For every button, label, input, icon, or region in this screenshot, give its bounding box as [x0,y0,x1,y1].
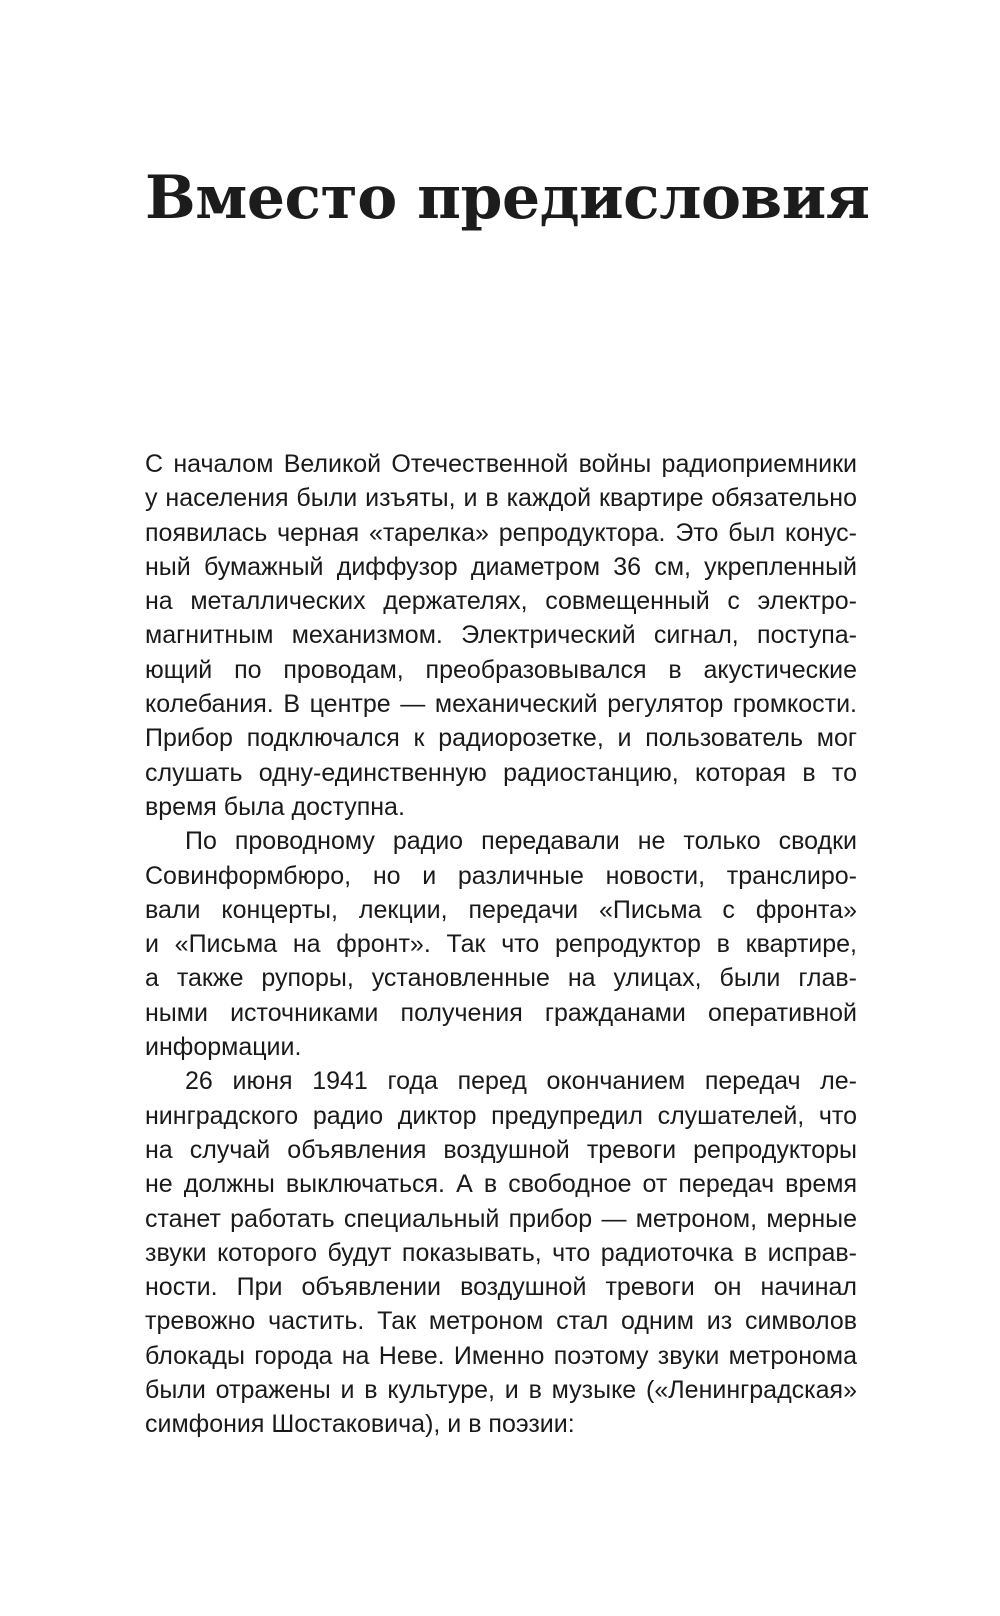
text-line: ными источниками получения гражданами оперативной [145,998,857,1027]
paragraph [145,1064,857,1441]
text-line: С началом Великой Отечественной войны радиоприемники [145,450,857,478]
text-line: Прибор подключался к радиорозетке, и пользователь мог [145,724,857,753]
text-line: звуки которого будут показывать, что радиоточка в исправ- [145,1238,857,1267]
text-line: не должны выключаться. А в свободное от передач время [145,1170,857,1199]
text-line: а также рупоры, установленные на улицах, были глав- [145,964,857,993]
text-line: информации. [145,1033,302,1062]
text-line: на металлических держателях, совмещенный с электро- [145,587,857,616]
text-line: появилась черная «тарелка» репродуктора. Это был конус- [145,518,857,547]
text-line: магнитным механизмом. Электрический сигнал, поступа- [145,621,857,650]
text-line: Совинформбюро, но и различные новости, транслиро- [145,861,857,890]
paragraph [145,824,857,1064]
text-line: вали концерты, лекции, передачи «Письма с фронта» [145,895,857,924]
text-line: на случай объявления воздушной тревоги репродукторы [145,1135,857,1164]
text-line: По проводному радио передавали не только сводки [185,827,857,856]
chapter-title: Вместо предисловия [145,163,870,233]
text-line: ности. При объявлении воздушной тревоги он начинал [145,1273,857,1302]
text-line: ный бумажный диффузор диаметром 36 см, укрепленный [145,552,857,581]
text-line: у населения были изъяты, и в каждой квартире обязательно [145,484,857,513]
text-line: время была доступна. [145,792,405,821]
paragraph [145,447,857,824]
text-line: слушать одну-единственную радиостанцию, которая в то [145,758,857,787]
text-line: ющий по проводам, преобразовывался в акустические [145,655,857,684]
body-text [145,447,857,1442]
text-line: были отражены и в культуре, и в музыке («Ленинградская» [145,1376,857,1405]
text-line: симфония Шостаковича), и в поэзии: [145,1410,575,1439]
text-line: блокады города на Неве. Именно поэтому звуки метронома [145,1341,857,1370]
text-line: станет работать специальный прибор — метроном, мерные [145,1204,857,1233]
text-line: и «Письма на фронт». Так что репродуктор в квартире, [145,930,857,959]
text-line: колебания. В центре — механический регулятор громкости. [145,690,857,719]
text-line: нинградского радио диктор предупредил слушателей, что [145,1101,857,1130]
text-line: 26 июня 1941 года перед окончанием передач ле- [185,1067,857,1096]
text-line: тревожно частить. Так метроном стал одним из символов [145,1307,857,1336]
